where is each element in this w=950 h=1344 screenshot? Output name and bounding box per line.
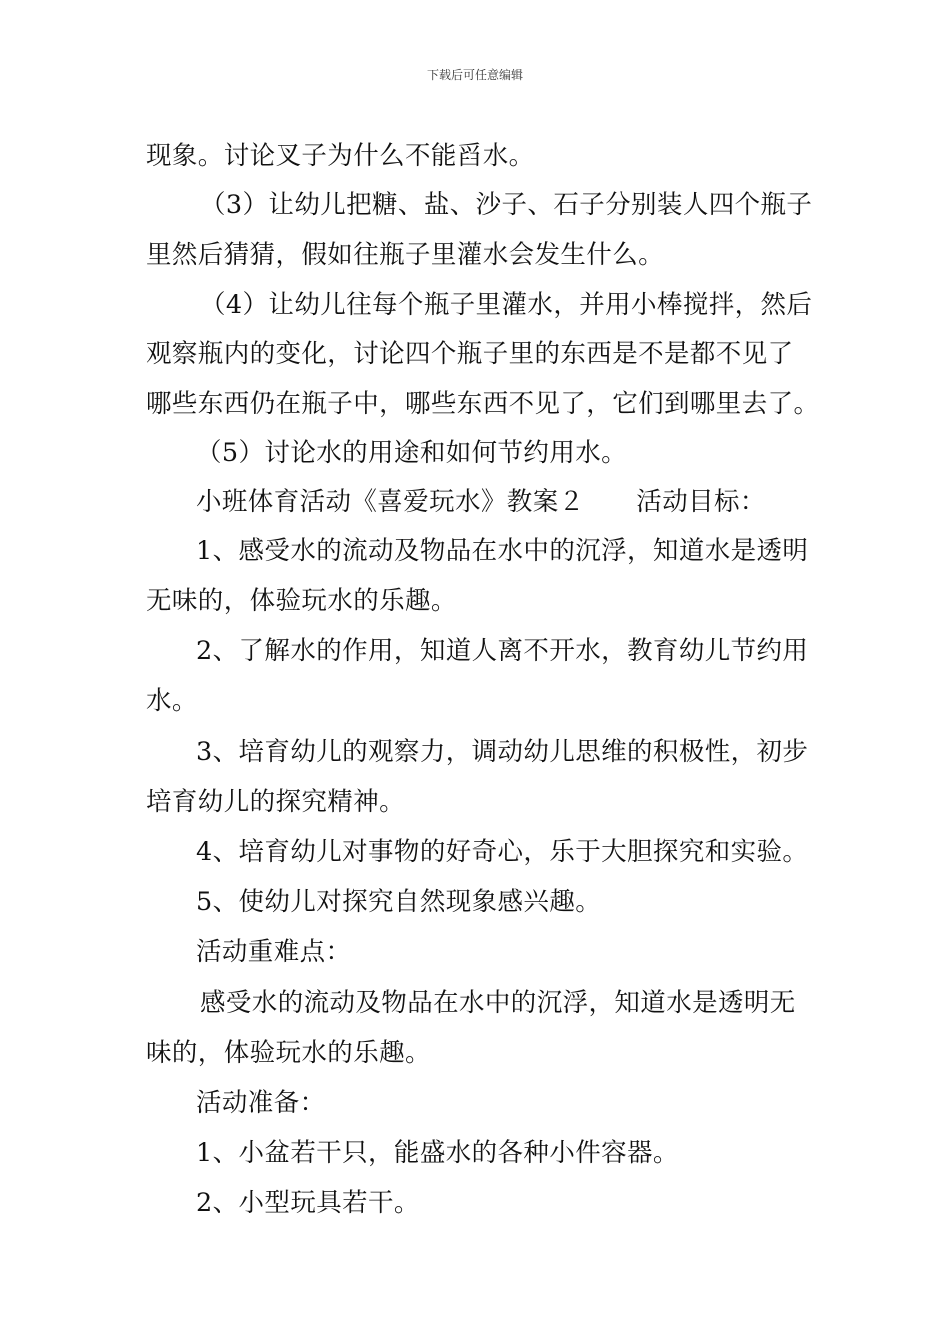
text-line: 4、培育幼儿对事物的好奇心，乐于大胆探究和实验。 xyxy=(196,837,809,867)
subheading: 活动准备： xyxy=(196,1088,326,1118)
text-line: 感受水的流动及物品在水中的沉浮，知道水是透明无 xyxy=(200,988,796,1018)
subheading: 活动重难点： xyxy=(196,937,352,967)
text-line: 无味的，体验玩水的乐趣。 xyxy=(146,586,457,616)
text-line: 哪些东西仍在瓶子中，哪些东西不见了，它们到哪里去了。 xyxy=(146,389,820,419)
text-line: （5）讨论水的用途和如何节约用水。 xyxy=(196,438,628,468)
text-line: （3）让幼儿把糖、盐、沙子、石子分别装人四个瓶子 xyxy=(200,190,813,220)
text-line: 现象。讨论叉子为什么不能舀水。 xyxy=(146,141,535,171)
text-line: 2、了解水的作用，知道人离不开水，教育幼儿节约用 xyxy=(196,636,809,666)
text-line: 2、小型玩具若干。 xyxy=(196,1188,420,1218)
text-line: 观察瓶内的变化，讨论四个瓶子里的东西是不是都不见了 xyxy=(146,339,794,369)
text-line: 味的，体验玩水的乐趣。 xyxy=(146,1038,431,1068)
page-header: 下载后可任意编辑 xyxy=(426,68,523,82)
text-line: 1、感受水的流动及物品在水中的沉浮，知道水是透明 xyxy=(196,536,809,566)
text-line: 里然后猜猜，假如往瓶子里灌水会发生什么。 xyxy=(146,240,665,270)
text-line: （4）让幼儿往每个瓶子里灌水，并用小棒搅拌，然后 xyxy=(200,290,813,320)
text-line: 培育幼儿的探究精神。 xyxy=(146,787,406,817)
text-line: 1、小盆若干只，能盛水的各种小件容器。 xyxy=(196,1138,679,1168)
section-title: 小班体育活动《喜爱玩水》教案２ 活动目标： xyxy=(196,487,766,517)
text-line: 3、培育幼儿的观察力，调动幼儿思维的积极性，初步 xyxy=(196,737,809,767)
text-line: 5、使幼儿对探究自然现象感兴趣。 xyxy=(196,887,602,917)
text-line: 水。 xyxy=(146,686,198,716)
